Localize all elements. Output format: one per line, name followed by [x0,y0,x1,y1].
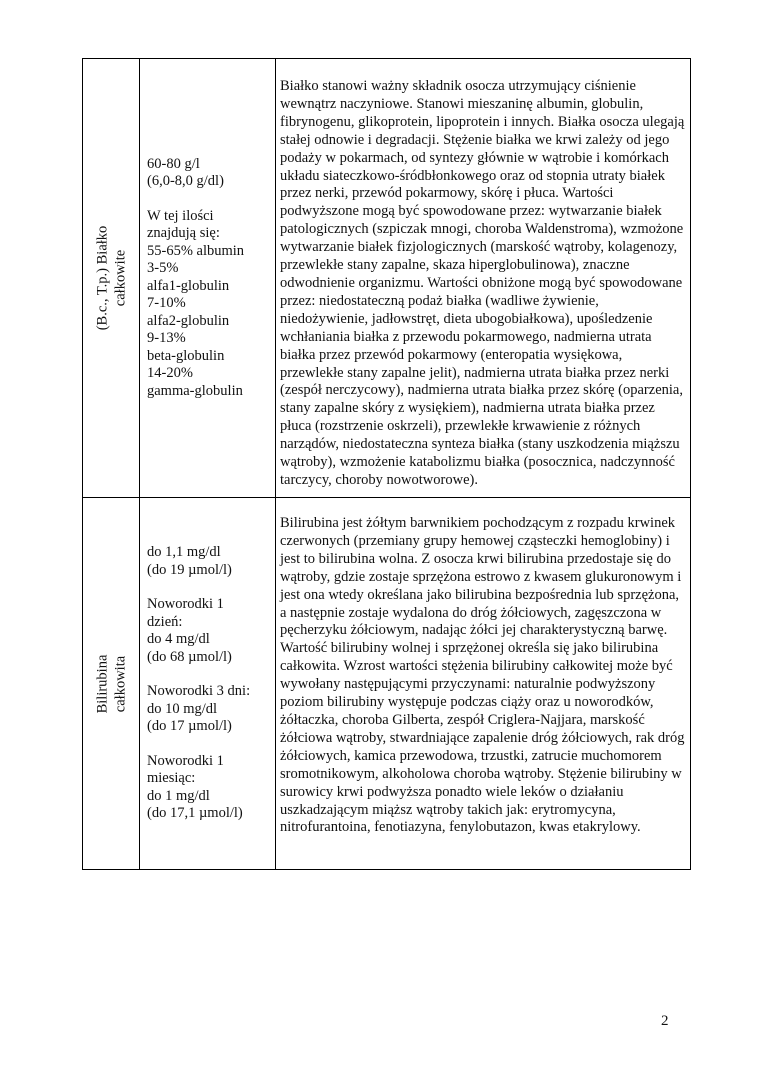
description-total-bilirubin: Bilirubina jest żółtym barwnikiem pochodzącym z rozpadu krwinek czerwonych (przemiany grupy hemowej cząsteczki hemoglobiny) i jest to bilirubina wolna. Z osocza krwi bilirubina przedostaje się do wątroby, gdzie zostaje sprzężona estrowo z kwasem glukuronowym i jest ona wtedy określana jako bilirubina bezpośrednia lub sprzężona, a następnie zostaje wydalona do dróg żółciowych, zagęszczona w pęcherzyku żółciowym, nadając żółci jej charakterystyczną barwę. Wartość bilirubiny wolnej i sprzężonej określa się jako bilirubina całkowita. Wzrost wartości stężenia bilirubiny całkowitej może być wywołany następującymi przyczynami: naturalnie podwyższony poziom bilirubiny występuje podczas ciąży oraz u noworodków, żółtaczka, choroba Gilberta, zespół Criglera-Najjara, marskość żółciowa wątroby, stwardniające zapalenie dróg żółciowych, rak dróg żółciowych, kamica przewodowa, trzustki, zatrucie muchomorem sromotnikowym, alkoholowa choroba wątroby. Stężenie bilirubiny w surowicy krwi podwyższa ponadto wiele leków o działaniu uszkadzającym miąższ wątroby takich jak: erytromycyna, nitrofurantoina, fenotiazyna, fenylobutazon, kwas etakrylowy. [280,515,685,836]
lab-test-table [82,58,691,870]
reference-range-cell [140,498,276,870]
table-row-total-protein [83,59,691,498]
table-row-total-bilirubin [83,498,691,870]
reference-range-cell [140,59,276,498]
test-name-cell [83,59,140,498]
page-number: 2 [661,1013,669,1029]
reference-range-total-protein: 60-80 g/l (6,0-8,0 g/dl) W tej ilości znajdują się: 55-65% albumin 3-5% alfa1-globulin 7-10% alfa2-globulin 9-13% beta-globulin 14-20% gamma-globulin [147,155,245,399]
description-total-protein: Białko stanowi ważny składnik osocza utrzymujący ciśnienie wewnątrz naczyniowe. Stanowi mieszaninę albumin, globulin, fibrynogenu, glikoprotein, lipoprotein i innych. Białka osocza ulegają stałej odnowie i degradacji. Stężenie białka we krwi zależy od jego podaży w pokarmach, od syntezy głównie w wątrobie i komórkach układu siateczkowo-śródbłonkowego oraz od stopnia utraty białek przez nerki, przewód pokarmowy, skórę i płuca. Wartości podwyższone mogą być spowodowane przez: wytwarzanie białek patologicznych (szpiczak mnogi, choroba Waldenstroma), wzmożone wytwarzanie białek fizjologicznych (marskość wątroby, kolagenozy, przewlekłe stany zapalne, skaza hiperglobulinowa), znaczne odwodnienie organizmu. Wartości obniżone mogą być spowodowane przez: niedostateczną podaż białka (wadliwe żywienie, niedożywienie, jadłowstręt, dieta ubogobiałkowa), upośledzenie wchłaniania białka z przewodu pokarmowego, nadmierna utrata białka przez przewód pokarmowy (enteropatia wysiękowa, przewlekłe stany zapalne jelit), nadmierna utrata białka przez nerki (zespół nerczycowy), nadmierna utrata białka przez skórę (oparzenia, stany zapalne skóry z wysiękiem), nadmierna utrata białka przez płuca (rozstrzenie oskrzeli), przewlekłe krwawienie z różnych narządów, niedostateczna synteza białka (stany uszkodzenia miąższu wątroby), wzmożenie katabolizmu białka (posocznica, nadczynność tarczycy, choroby nowotworowe). [280,78,685,488]
reference-range-total-bilirubin: do 1,1 mg/dl (do 19 µmol/l) Noworodki 1 dzień: do 4 mg/dl (do 68 µmol/l) Noworodki 3 dni: do 10 mg/dl (do 17 µmol/l) Noworodki 1 miesiąc: do 1 mg/dl (do 17,1 µmol/l) [147,544,251,822]
description-cell [276,498,691,870]
description-cell [276,59,691,498]
test-name-total-protein: (B.c., T.p.) Białko całkowite [94,225,129,331]
test-name-total-bilirubin: Bilirubina całkowita [94,654,128,713]
test-name-cell [83,498,140,870]
